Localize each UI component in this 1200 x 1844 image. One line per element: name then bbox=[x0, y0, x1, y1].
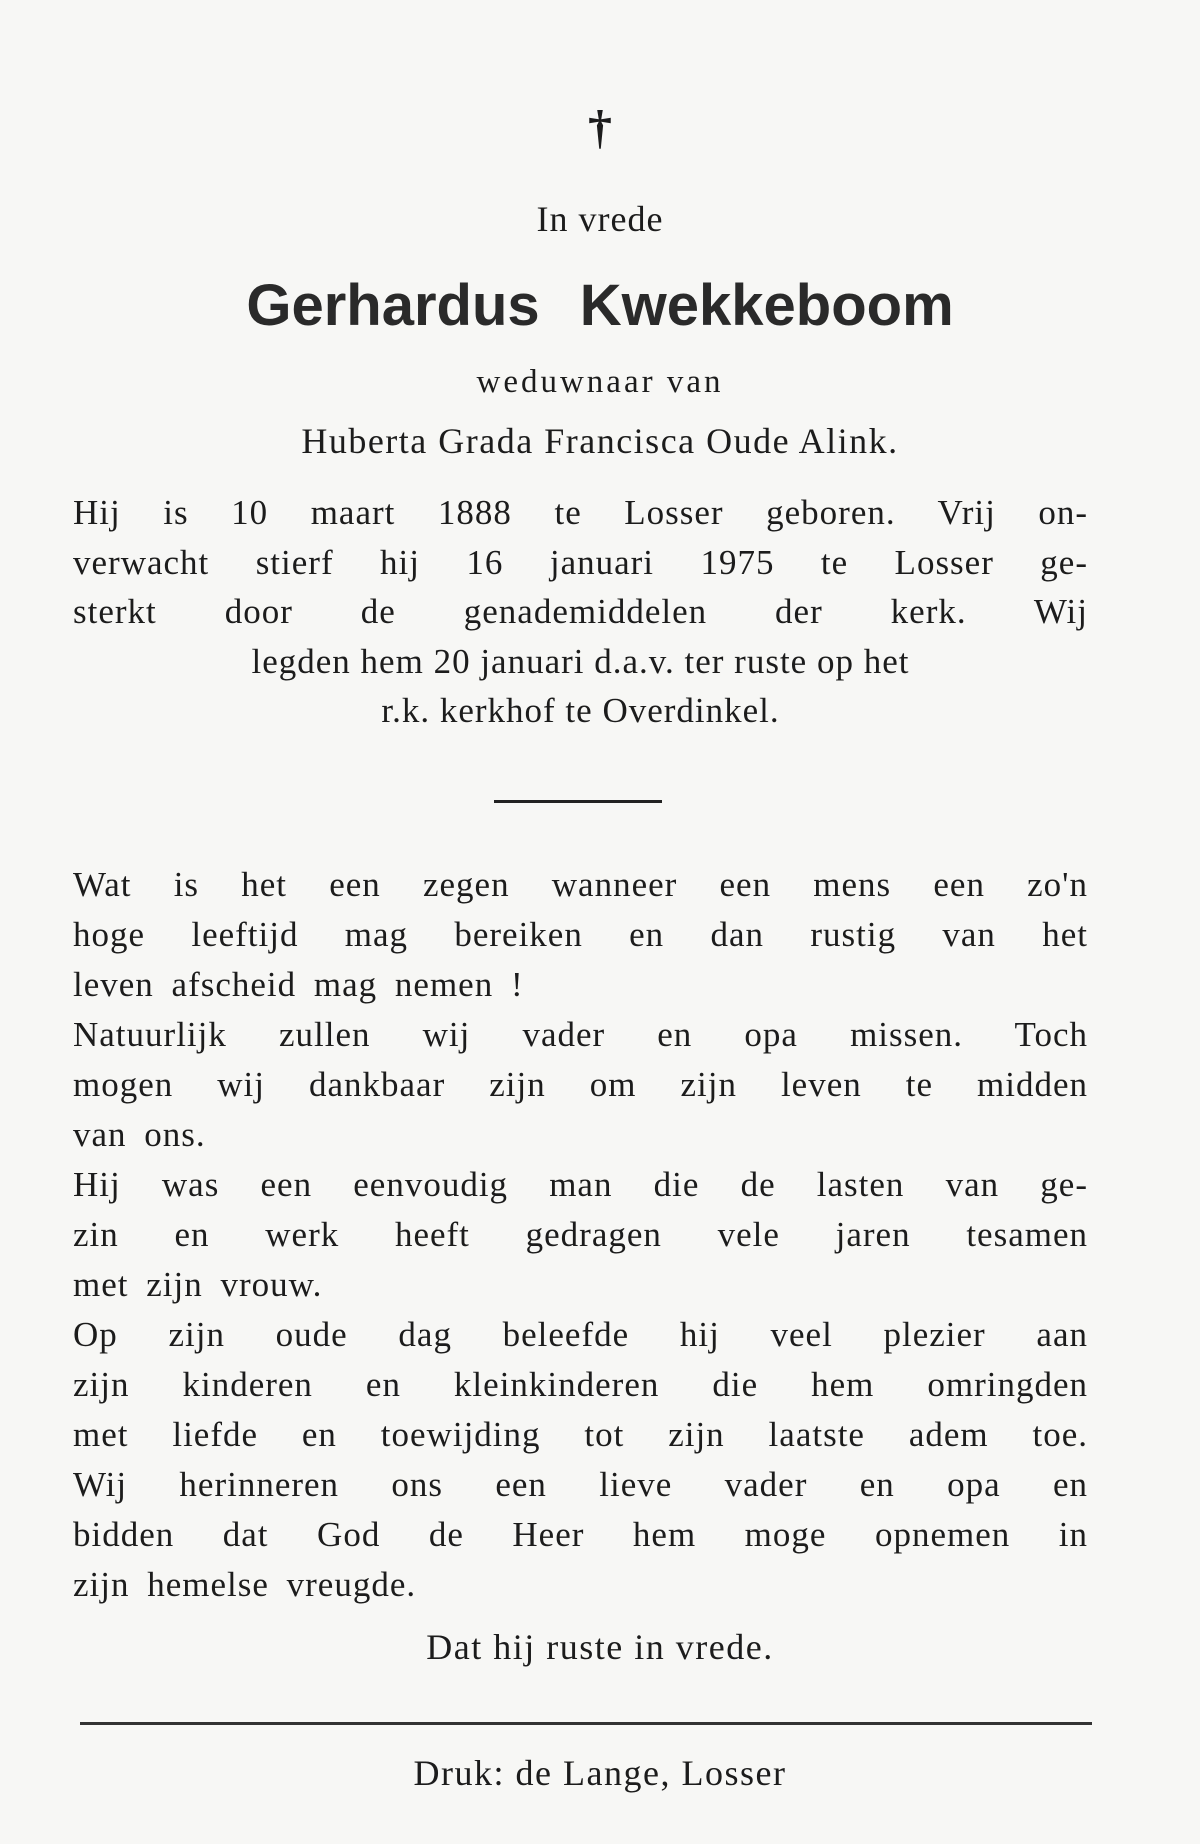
cross-icon: † bbox=[588, 101, 612, 154]
text-line: Hij is 10 maart 1888 te Losser geboren. Vrij on- bbox=[73, 493, 1088, 532]
relation: weduwnaar van bbox=[476, 364, 724, 400]
text-line: Wij herinneren ons een lieve vader en opa en bbox=[73, 1465, 1088, 1504]
text-line: zin en werk heeft gedragen vele jaren tesamen bbox=[73, 1215, 1088, 1254]
closing-line: Dat hij ruste in vrede. bbox=[426, 1627, 774, 1667]
text-line: leven afscheid mag nemen ! bbox=[73, 965, 524, 1004]
text-line: zijn kinderen en kleinkinderen die hem omringden bbox=[73, 1365, 1088, 1404]
text-line: mogen wij dankbaar zijn om zijn leven te midden bbox=[73, 1065, 1088, 1104]
text-line: Wat is het een zegen wanneer een mens een zo'n bbox=[73, 865, 1088, 904]
printer-credit: Druk: de Lange, Losser bbox=[413, 1753, 787, 1793]
divider bbox=[80, 1722, 1092, 1725]
text-line: Op zijn oude dag beleefde hij veel plezier aan bbox=[73, 1315, 1088, 1354]
heading: In vrede bbox=[536, 199, 664, 239]
deceased-name: Gerhardus Kwekkeboom bbox=[246, 273, 954, 338]
text-line: Hij was een eenvoudig man die de lasten van ge- bbox=[73, 1165, 1088, 1204]
text-line: hoge leeftijd mag bereiken en dan rustig van het bbox=[73, 915, 1088, 954]
text-line: legden hem 20 januari d.a.v. ter ruste op het bbox=[251, 641, 910, 681]
text-line: bidden dat God de Heer hem moge opnemen in bbox=[73, 1515, 1088, 1554]
divider bbox=[494, 800, 662, 803]
text-line: van ons. bbox=[73, 1115, 206, 1154]
text-line: zijn hemelse vreugde. bbox=[73, 1565, 417, 1604]
biography-paragraph bbox=[73, 488, 1088, 736]
text-line: r.k. kerkhof te Overdinkel. bbox=[381, 691, 780, 730]
reflection-paragraph bbox=[73, 860, 1088, 1610]
spouse-name: Huberta Grada Francisca Oude Alink. bbox=[301, 421, 899, 461]
text-line: sterkt door de genademiddelen der kerk. Wij bbox=[73, 592, 1088, 631]
text-line: met liefde en toewijding tot zijn laatste adem toe. bbox=[73, 1415, 1088, 1454]
text-line: met zijn vrouw. bbox=[73, 1265, 323, 1304]
text-line: Natuurlijk zullen wij vader en opa missen. Toch bbox=[73, 1015, 1088, 1054]
text-line: verwacht stierf hij 16 januari 1975 te Losser ge- bbox=[73, 542, 1088, 582]
